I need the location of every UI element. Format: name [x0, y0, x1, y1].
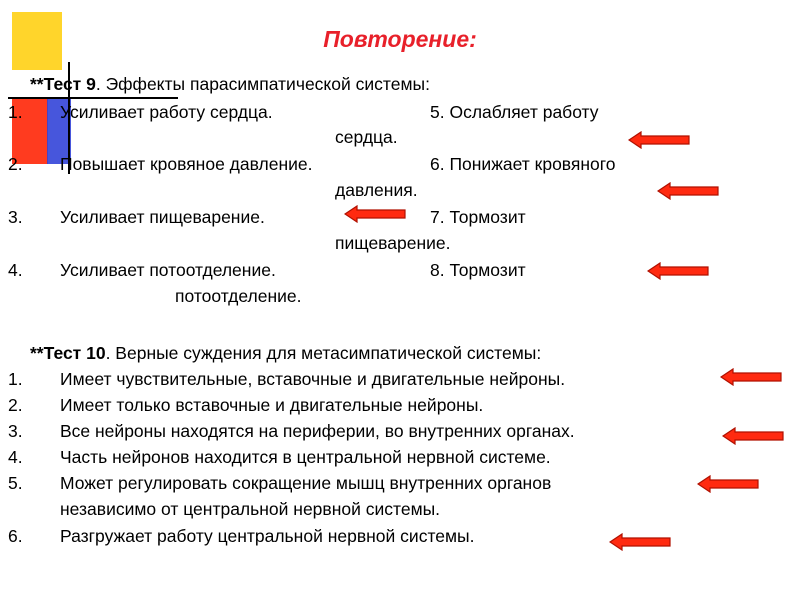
arrow-left-icon	[657, 182, 719, 200]
test10-item-3-num: 3.	[8, 421, 23, 441]
test10-item-6-num: 6.	[8, 526, 23, 546]
test10-item-1-text: Имеет чувствительные, вставочные и двигательные нейроны.	[60, 369, 566, 389]
test9-item-2-text: Повышает кровяное давление.	[60, 154, 313, 174]
test9-item-2-num: 2.	[8, 154, 23, 174]
test10-item-4-text: Часть нейронов находится в центральной нервной системе.	[60, 447, 551, 467]
test9-item-4-num: 4.	[8, 260, 23, 280]
slide-title: Повторение:	[323, 26, 477, 52]
test9-heading: **Тест 9. Эффекты парасимпатической системы:	[30, 74, 430, 94]
test9-item-6-text: 6. Понижает кровяного	[430, 154, 616, 174]
arrow-left-icon	[647, 262, 709, 280]
test10-item-6-text: Разгружает работу центральной нервной системы.	[60, 526, 475, 546]
test9-item-6-cont: давления.	[335, 180, 418, 200]
decor-horizontal-line	[8, 97, 178, 99]
test9-item-5-cont: сердца.	[335, 127, 398, 147]
test10-item-2-num: 2.	[8, 395, 23, 415]
test10-heading: **Тест 10. Верные суждения для метасимпатической системы:	[30, 343, 542, 363]
test10-item-5-num: 5.	[8, 473, 23, 493]
test9-item-1-text: Усиливает работу сердца.	[60, 102, 273, 122]
test10-item-5-cont: независимо от центральной нервной системы.	[60, 499, 441, 519]
test9-item-8-cont: потоотделение.	[175, 286, 302, 306]
test9-item-7-text: 7. Тормозит	[430, 207, 526, 227]
arrow-left-icon	[628, 131, 690, 149]
test9-item-7-cont: пищеварение.	[335, 233, 451, 253]
test10-item-5-text: Может регулировать сокращение мышц внутренних органов	[60, 473, 552, 493]
test9-item-4-text: Усиливает потоотделение.	[60, 260, 276, 280]
test10-item-2-text: Имеет только вставочные и двигательные нейроны.	[60, 395, 484, 415]
arrow-left-icon	[697, 475, 759, 493]
test10-item-3-text: Все нейроны находятся на периферии, во внутренних органах.	[60, 421, 575, 441]
arrow-left-icon	[344, 205, 406, 223]
test10-item-4-num: 4.	[8, 447, 23, 467]
test9-item-1-num: 1.	[8, 102, 23, 122]
arrow-left-icon	[720, 368, 782, 386]
test9-item-5-text: 5. Ослабляет работу	[430, 102, 599, 122]
arrow-left-icon	[609, 533, 671, 551]
test9-item-3-num: 3.	[8, 207, 23, 227]
arrow-left-icon	[722, 427, 784, 445]
test9-item-3-text: Усиливает пищеварение.	[60, 207, 265, 227]
test9-item-8-text: 8. Тормозит	[430, 260, 526, 280]
test10-item-1-num: 1.	[8, 369, 23, 389]
